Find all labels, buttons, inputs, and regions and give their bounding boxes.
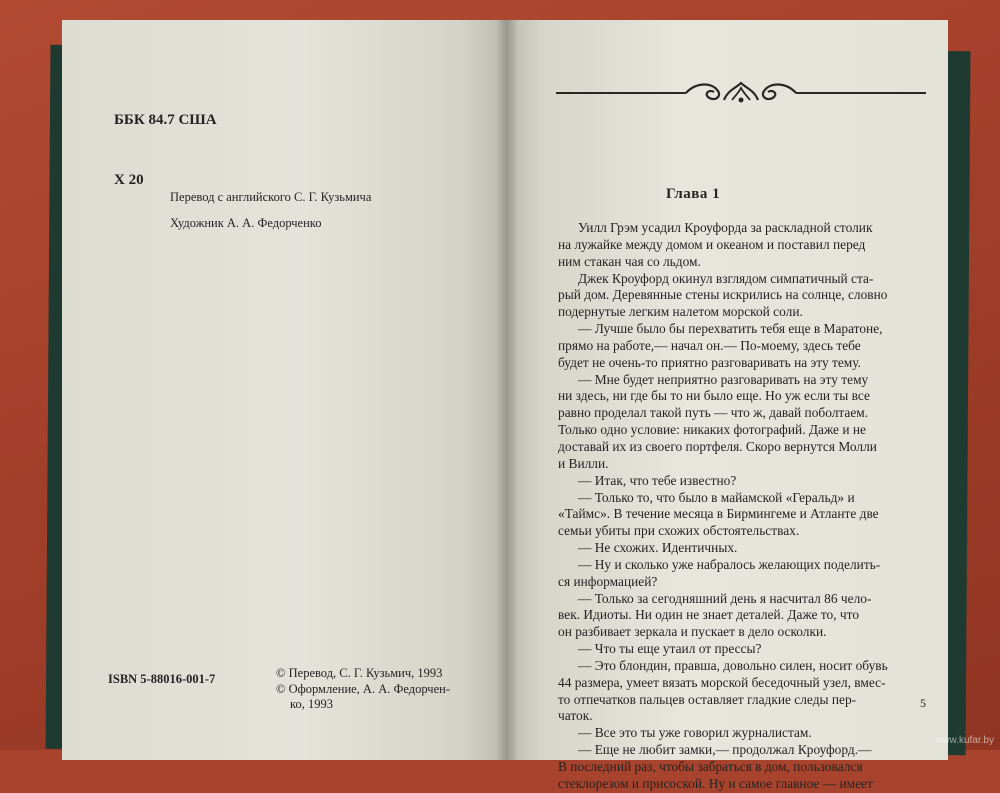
text-line: на лужайке между домом и океаном и поставил перед: [558, 236, 866, 252]
text-line: чаток.: [558, 708, 593, 724]
artist-credit: Художник А. А. Федорченко: [170, 216, 322, 230]
text-line: семьи убиты при схожих обстоятельствах.: [558, 523, 800, 539]
text-line: — Еще не любит замки,— продолжал Кроуфорд.—: [578, 742, 872, 758]
text-line: — Это блондин, правша, довольно силен, носит обувь: [578, 657, 888, 673]
text-line: он разбивает зеркала и пускает в дело осколки.: [558, 624, 827, 640]
text-line: Джек Кроуфорд окинул взглядом симпатичный ста-: [578, 270, 874, 286]
chapter-text: [558, 220, 928, 793]
copyright-notice: [276, 666, 450, 713]
open-book: [62, 20, 948, 791]
bbk-line: ББК 84.7 США: [114, 112, 217, 128]
translator-credit: Перевод с английского С. Г. Кузьмича: [170, 190, 372, 204]
text-line: рый дом. Деревянные стены искрились на солнце, словно: [558, 287, 888, 303]
text-line: стеклорезом и присоской. Ну и самое главное — имеет: [558, 775, 873, 791]
credits: [170, 184, 371, 236]
text-line: — Ну и сколько уже набралось желающих поделить-: [578, 556, 881, 572]
watermark: www.kufar.by: [935, 735, 994, 746]
text-line: Уилл Грэм усадил Кроуфорда за раскладной столик: [578, 220, 873, 235]
book-gutter: [496, 20, 518, 760]
text-line: 44 размера, умеет вязать морской беседочный узел, вмес-: [558, 674, 886, 690]
text-line: В последний раз, чтобы забраться в дом, пользовался: [558, 759, 863, 774]
text-line: «Таймс». В течение месяца в Бирмингеме и Атланте две: [558, 506, 879, 522]
text-line: равно проделал такой путь — что ж, давай поболтаем.: [558, 405, 869, 421]
text-line: — Все это ты уже говорил журналистам.: [578, 725, 812, 741]
page-number: 5: [920, 696, 926, 710]
text-line: то отпечатков пальцев оставляет гладкие следы пер-: [558, 691, 857, 707]
right-page: [506, 20, 948, 791]
left-page: [62, 20, 506, 760]
text-line: — Только то, что было в майамской «Геральд» и: [578, 489, 855, 505]
text-line: ся информацией?: [558, 573, 658, 589]
bbk-line: Х 20: [114, 172, 144, 188]
copyright-line: ко, 1993: [290, 697, 333, 711]
text-line: прямо на работе,— начал он.— По-моему, здесь тебе: [558, 337, 861, 353]
text-line: — Что ты еще утаил от прессы?: [578, 641, 762, 657]
text-line: век. Идиоты. Ни один не знает деталей. Даже то, что: [558, 607, 860, 623]
text-line: — Не схожих. Идентичных.: [578, 540, 738, 556]
text-line: — Только за сегодняшний день я насчитал 86 чело-: [578, 590, 872, 606]
text-line: и Вилли.: [558, 455, 609, 471]
ornament-divider-icon: [556, 78, 926, 108]
copyright-line: © Перевод, С. Г. Кузьмич, 1993: [276, 666, 443, 680]
copyright-line: © Оформление, А. А. Федорчен-: [276, 681, 450, 696]
text-line: подернутые легким налетом морской соли.: [558, 304, 803, 320]
text-line: ним стакан чая со льдом.: [558, 253, 701, 269]
text-line: — Лучше было бы перехватить тебя еще в Маратоне,: [578, 321, 883, 337]
text-line: доставай их из своего портфеля. Скоро вернутся Молли: [558, 438, 877, 454]
isbn: ISBN 5-88016-001-7: [108, 672, 216, 686]
chapter-title: Глава 1: [666, 186, 721, 202]
text-line: ни здесь, ни где бы то ни было еще. Но уж если ты все: [558, 388, 870, 404]
text-line: — Итак, что тебе известно?: [578, 472, 737, 488]
text-line: Только одно условие: никаких фотографий. Даже и не: [558, 422, 866, 438]
text-line: будет не очень-то приятно разговаривать на эту тему.: [558, 354, 861, 370]
text-line: — Мне будет неприятно разговаривать на эту тему: [578, 371, 869, 387]
